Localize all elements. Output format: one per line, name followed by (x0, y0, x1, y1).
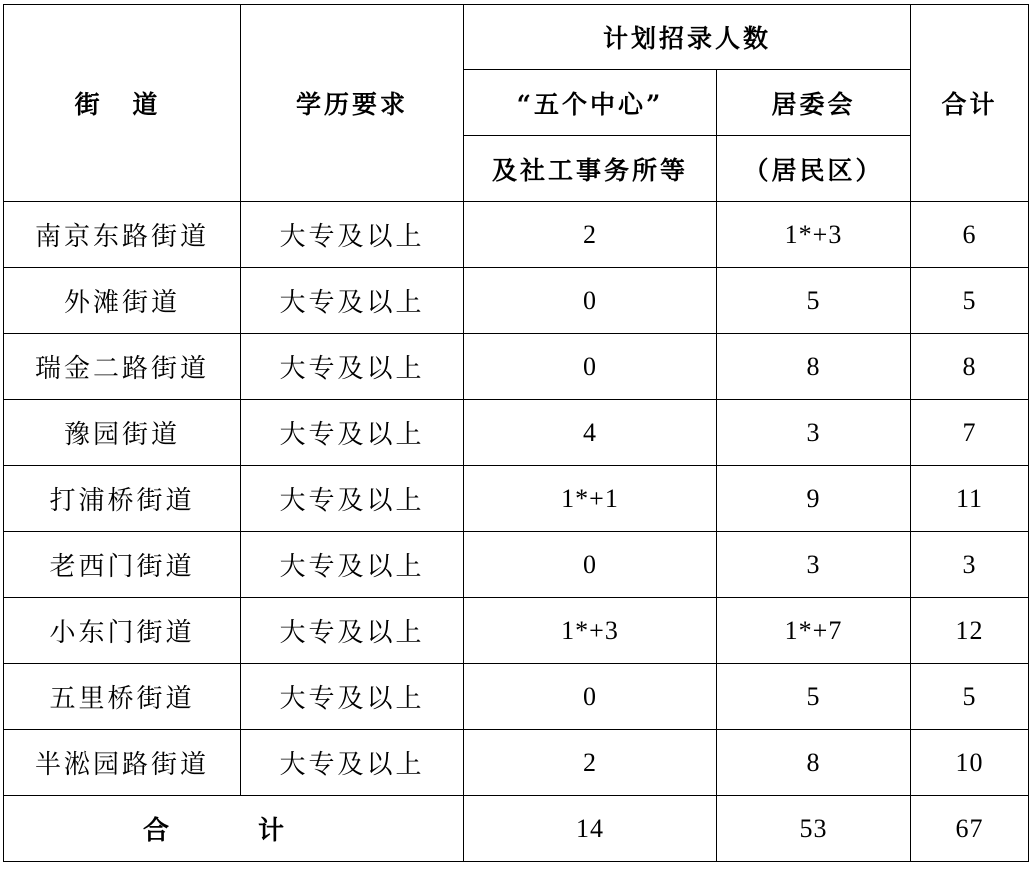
street-cell: 瑞金二路街道 (4, 334, 241, 400)
header-centers-line1: “五个中心” (464, 70, 717, 136)
centers-count-cell: 4 (464, 400, 717, 466)
row-total-cell: 5 (911, 268, 1029, 334)
table-row (4, 730, 1029, 796)
street-cell: 五里桥街道 (4, 664, 241, 730)
committee-count-cell: 3 (717, 532, 911, 598)
table-row (4, 400, 1029, 466)
education-cell: 大专及以上 (241, 532, 464, 598)
table-row (4, 598, 1029, 664)
centers-count-cell: 0 (464, 268, 717, 334)
committee-count-cell: 1*+3 (717, 202, 911, 268)
header-total: 合计 (911, 5, 1029, 202)
education-cell: 大专及以上 (241, 730, 464, 796)
table-row (4, 202, 1029, 268)
header-centers-line2: 及社工事务所等 (464, 136, 717, 202)
education-cell: 大专及以上 (241, 664, 464, 730)
header-education: 学历要求 (241, 5, 464, 202)
table-body (4, 202, 1029, 796)
centers-count-cell: 2 (464, 202, 717, 268)
education-cell: 大专及以上 (241, 268, 464, 334)
education-cell: 大专及以上 (241, 334, 464, 400)
street-cell: 豫园街道 (4, 400, 241, 466)
centers-count-cell: 1*+3 (464, 598, 717, 664)
street-cell: 半淞园路街道 (4, 730, 241, 796)
committee-count-cell: 8 (717, 730, 911, 796)
committee-count-cell: 8 (717, 334, 911, 400)
total-label: 合 计 (4, 796, 464, 862)
table-header (4, 5, 1029, 202)
education-cell: 大专及以上 (241, 400, 464, 466)
street-cell: 老西门街道 (4, 532, 241, 598)
centers-count-cell: 1*+1 (464, 466, 717, 532)
total-row (4, 796, 1029, 862)
total-committee: 53 (717, 796, 911, 862)
committee-count-cell: 1*+7 (717, 598, 911, 664)
header-committee-line1: 居委会 (717, 70, 911, 136)
education-cell: 大专及以上 (241, 202, 464, 268)
table-row (4, 466, 1029, 532)
row-total-cell: 7 (911, 400, 1029, 466)
committee-count-cell: 3 (717, 400, 911, 466)
street-cell: 外滩街道 (4, 268, 241, 334)
row-total-cell: 3 (911, 532, 1029, 598)
street-cell: 打浦桥街道 (4, 466, 241, 532)
education-cell: 大专及以上 (241, 598, 464, 664)
education-cell: 大专及以上 (241, 466, 464, 532)
recruitment-plan-table (3, 4, 1029, 862)
total-centers: 14 (464, 796, 717, 862)
committee-count-cell: 5 (717, 664, 911, 730)
row-total-cell: 12 (911, 598, 1029, 664)
table-row (4, 268, 1029, 334)
row-total-cell: 11 (911, 466, 1029, 532)
row-total-cell: 8 (911, 334, 1029, 400)
table-row (4, 334, 1029, 400)
header-committee-line2: （居民区） (717, 136, 911, 202)
table-row (4, 664, 1029, 730)
committee-count-cell: 9 (717, 466, 911, 532)
table-footer (4, 796, 1029, 862)
row-total-cell: 6 (911, 202, 1029, 268)
centers-count-cell: 0 (464, 334, 717, 400)
header-street: 街 道 (4, 5, 241, 202)
street-cell: 小东门街道 (4, 598, 241, 664)
row-total-cell: 10 (911, 730, 1029, 796)
committee-count-cell: 5 (717, 268, 911, 334)
centers-count-cell: 0 (464, 532, 717, 598)
header-plan: 计划招录人数 (464, 5, 911, 70)
table-row (4, 532, 1029, 598)
total-overall: 67 (911, 796, 1029, 862)
street-cell: 南京东路街道 (4, 202, 241, 268)
row-total-cell: 5 (911, 664, 1029, 730)
centers-count-cell: 2 (464, 730, 717, 796)
centers-count-cell: 0 (464, 664, 717, 730)
